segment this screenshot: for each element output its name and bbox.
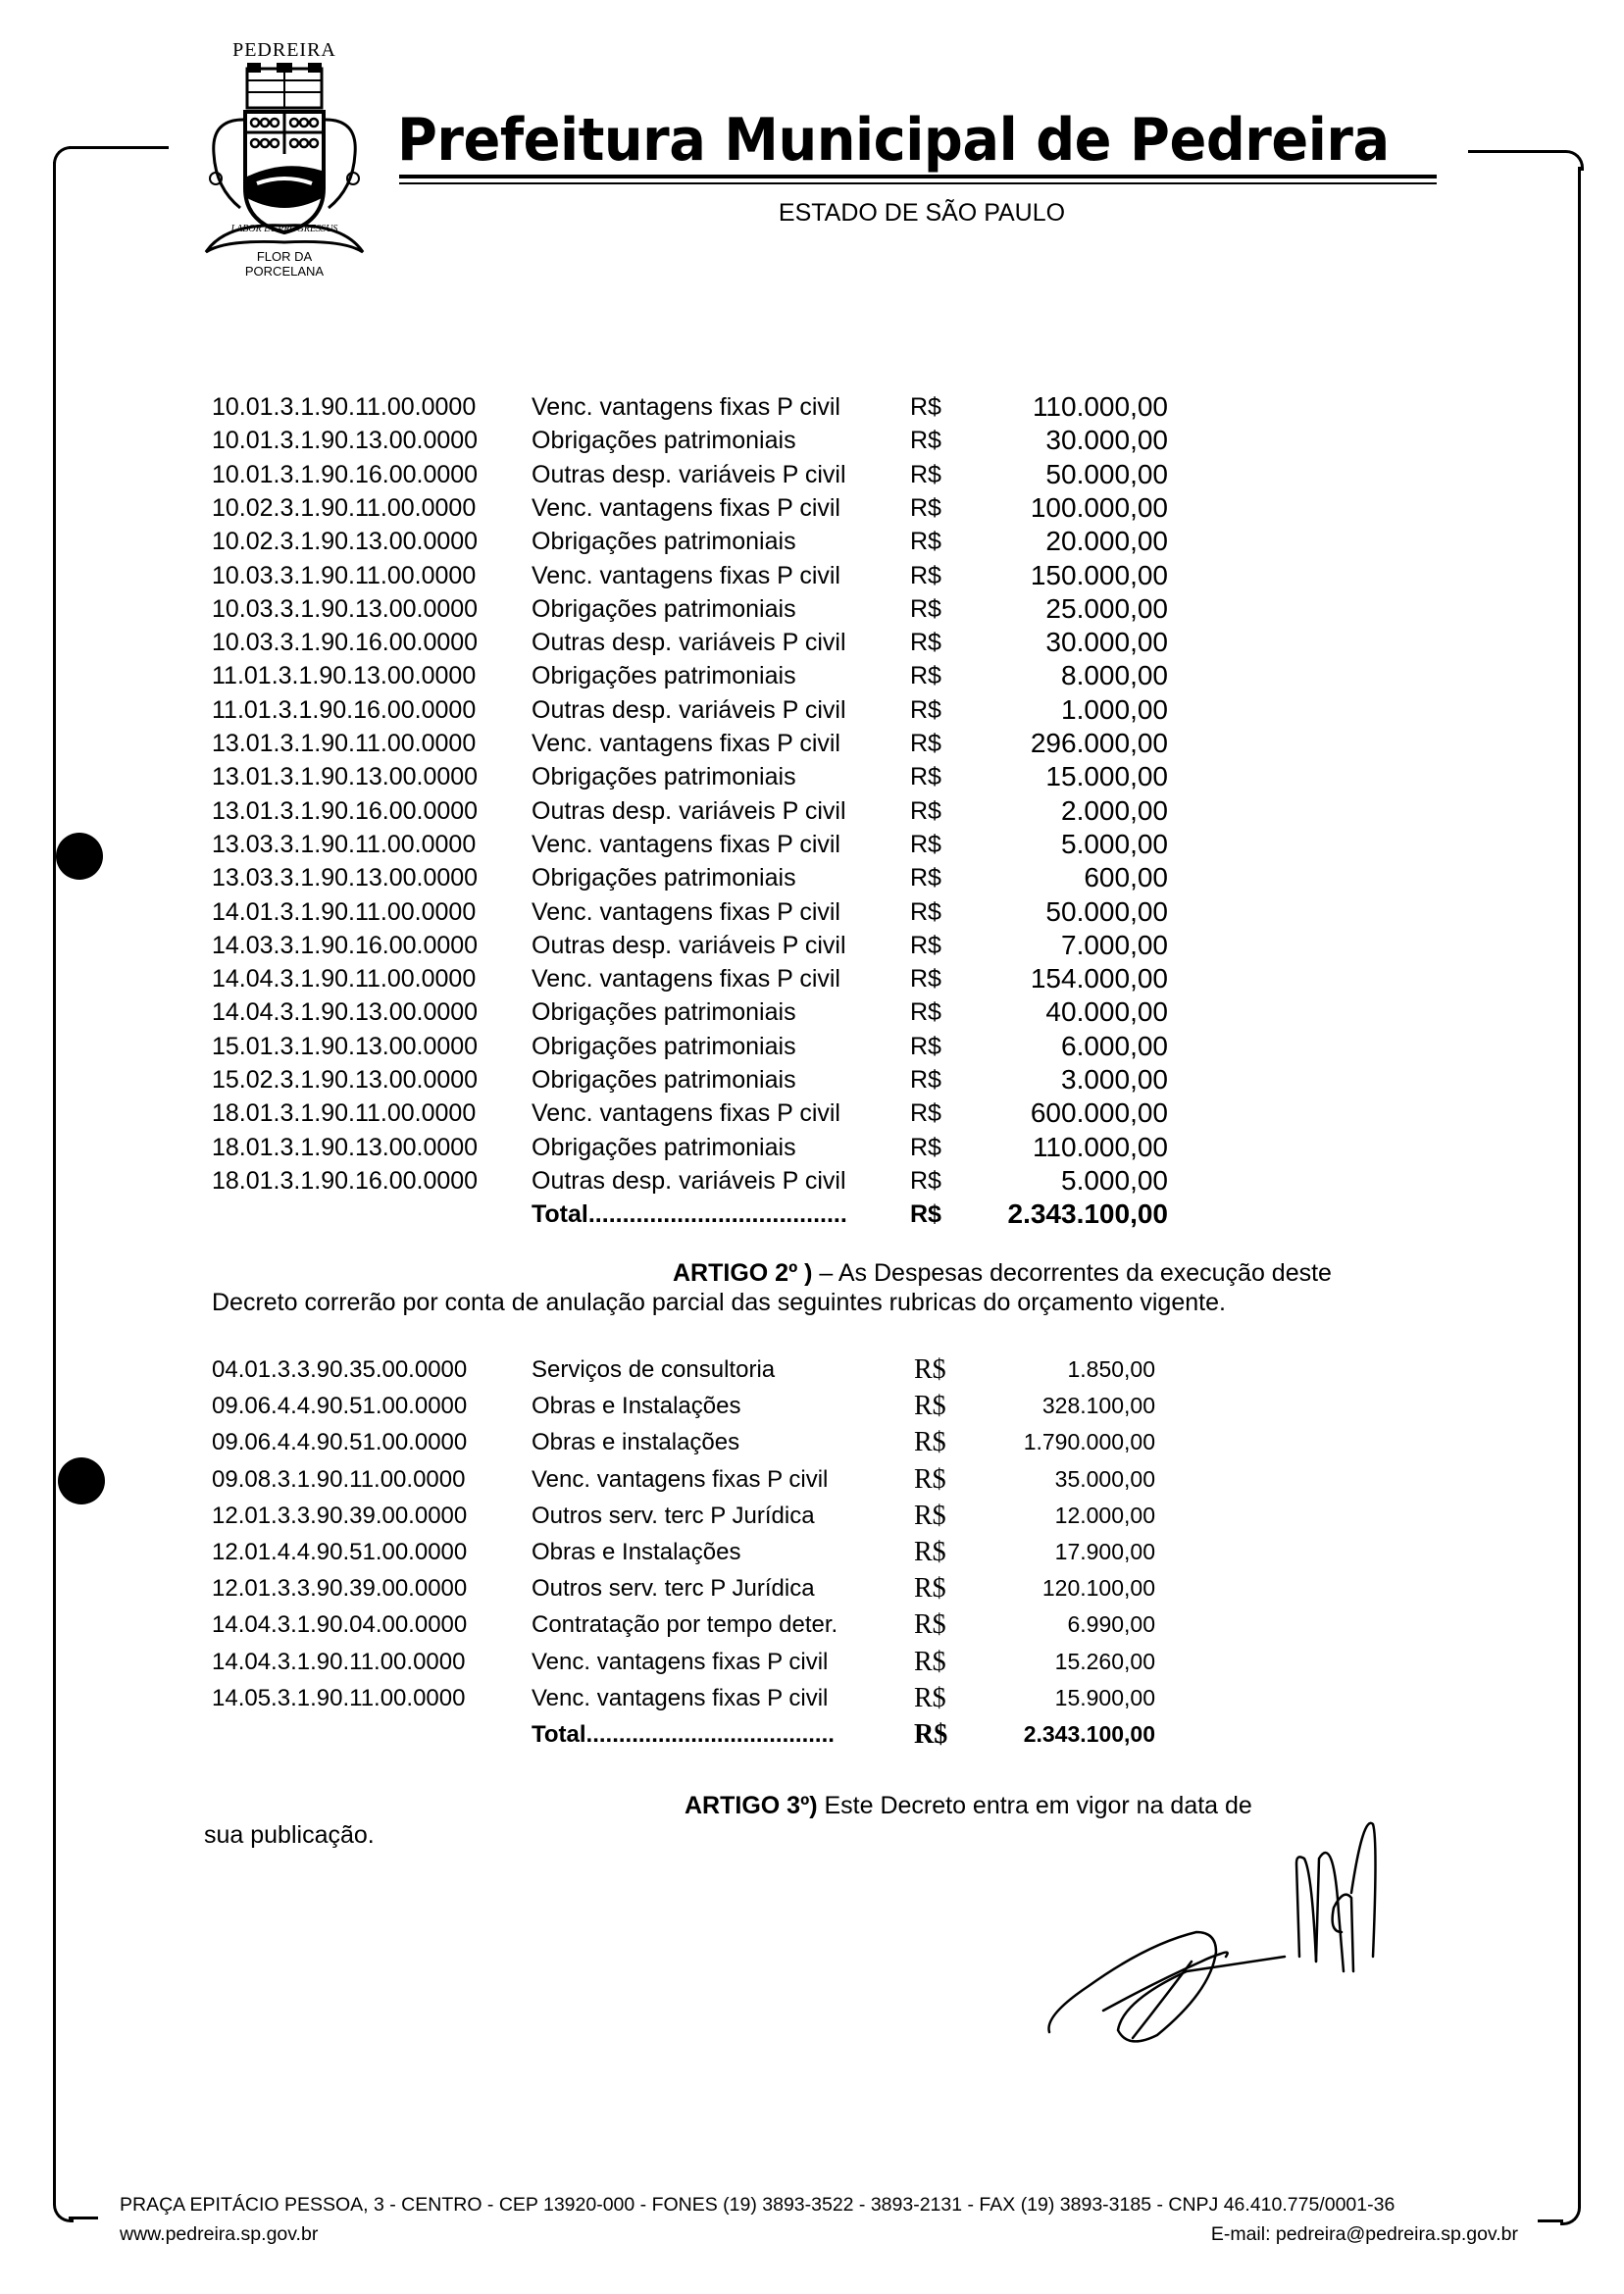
currency-symbol: R$ (914, 1354, 946, 1385)
budget-value: 25.000,00 (1045, 592, 1168, 624)
budget-description: Serviços de consultoria (532, 1356, 776, 1383)
budget-description: Venc. vantagens fixas P civil (532, 730, 840, 757)
budget-value: 150.000,00 (1030, 559, 1168, 590)
table-row (0, 491, 1624, 525)
budget-code: 13.01.3.1.90.11.00.0000 (212, 730, 477, 757)
coat-of-arms-motto: LABOR ET PROGRESSUS (230, 224, 338, 234)
budget-code: 09.08.3.1.90.11.00.0000 (212, 1465, 466, 1493)
budget-code: 10.03.3.1.90.13.00.0000 (212, 594, 479, 623)
budget-description: Obrigações patrimoniais (532, 864, 796, 892)
budget-value: 1.000,00 (1061, 693, 1168, 725)
coat-of-arms (186, 39, 382, 284)
budget-code: 14.04.3.1.90.04.00.0000 (212, 1611, 468, 1639)
table-total-row (0, 1716, 1624, 1753)
artigo2-text-1: – As Despesas decorrentes da execução deste (812, 1259, 1332, 1287)
budget-code: 13.03.3.1.90.13.00.0000 (212, 864, 479, 892)
table-row (0, 1644, 1624, 1680)
table-row (0, 1606, 1624, 1643)
currency-symbol: R$ (910, 594, 941, 623)
budget-code: 10.03.3.1.90.11.00.0000 (212, 561, 477, 589)
budget-description: Venc. vantagens fixas P civil (532, 1465, 829, 1493)
budget-description: Outros serv. terc P Jurídica (532, 1575, 815, 1603)
budget-code: 12.01.3.3.90.39.00.0000 (212, 1575, 468, 1603)
budget-value: 15.900,00 (1054, 1684, 1155, 1710)
budget-value: 328.100,00 (1041, 1393, 1155, 1419)
currency-symbol: R$ (914, 1500, 946, 1531)
budget-value: 12.000,00 (1054, 1502, 1155, 1528)
currency-symbol: R$ (914, 1609, 946, 1641)
budget-value: 154.000,00 (1030, 963, 1168, 994)
budget-code: 10.02.3.1.90.13.00.0000 (212, 528, 479, 556)
page-subtitle: ESTADO DE SÃO PAULO (778, 199, 1066, 227)
budget-value: 120.100,00 (1041, 1575, 1155, 1602)
budget-code: 10.01.3.1.90.16.00.0000 (212, 460, 479, 488)
table-row (0, 995, 1624, 1029)
budget-value: 110.000,00 (1032, 391, 1168, 422)
currency-symbol: R$ (910, 864, 941, 892)
currency-symbol: R$ (914, 1719, 948, 1750)
currency-symbol: R$ (910, 897, 941, 926)
currency-symbol: R$ (910, 695, 941, 724)
page-title: Prefeitura Municipal de Pedreira (397, 106, 1390, 175)
budget-code: 14.01.3.1.90.11.00.0000 (212, 897, 477, 926)
budget-value: 6.990,00 (1067, 1611, 1155, 1638)
budget-description: Outras desp. variáveis P civil (532, 460, 846, 488)
table-row (0, 1570, 1624, 1606)
title-rule-thick (399, 175, 1437, 178)
artigo3-line2: sua publicação. (204, 1821, 375, 1849)
budget-value: 6.000,00 (1061, 1030, 1168, 1061)
budget-description: Outros serv. terc P Jurídica (532, 1502, 815, 1529)
currency-symbol: R$ (910, 561, 941, 589)
currency-symbol: R$ (910, 763, 941, 791)
table-row (0, 1680, 1624, 1716)
budget-value: 100.000,00 (1030, 491, 1168, 523)
budget-value: 5.000,00 (1061, 828, 1168, 859)
currency-symbol: R$ (910, 1099, 941, 1128)
coat-of-arms-caption-1: FLOR DA (256, 249, 313, 264)
currency-symbol: R$ (914, 1682, 946, 1713)
currency-symbol: R$ (910, 1166, 941, 1195)
currency-symbol: R$ (910, 662, 941, 690)
budget-description: Obrigações patrimoniais (532, 427, 796, 455)
budget-description: Venc. vantagens fixas P civil (532, 1099, 840, 1128)
budget-code: 11.01.3.1.90.16.00.0000 (212, 695, 477, 724)
footer-email-link[interactable]: E-mail: pedreira@pedreira.sp.gov.br (1210, 2223, 1518, 2245)
budget-value: 3.000,00 (1061, 1064, 1168, 1095)
table-row (0, 1131, 1624, 1164)
budget-code: 14.03.3.1.90.16.00.0000 (212, 931, 479, 959)
currency-symbol: R$ (914, 1537, 946, 1567)
currency-symbol: R$ (914, 1427, 946, 1458)
total-value: 2.343.100,00 (1023, 1721, 1155, 1747)
table-total-row (0, 1198, 1624, 1231)
artigo2-label: ARTIGO 2º ) (673, 1259, 813, 1287)
currency-symbol: R$ (914, 1463, 946, 1495)
budget-code: 18.01.3.1.90.16.00.0000 (212, 1166, 479, 1195)
table-row (0, 929, 1624, 962)
budget-value: 2.000,00 (1061, 794, 1168, 826)
currency-symbol: R$ (910, 1133, 941, 1161)
budget-code: 10.01.3.1.90.11.00.0000 (212, 393, 477, 421)
budget-code: 10.03.3.1.90.16.00.0000 (212, 629, 479, 657)
budget-value: 30.000,00 (1045, 425, 1168, 456)
budget-description: Obrigações patrimoniais (532, 662, 796, 690)
currency-symbol: R$ (910, 629, 941, 657)
budget-code: 13.01.3.1.90.13.00.0000 (212, 763, 479, 791)
frame-corner-bottom-right (1560, 2205, 1581, 2225)
table-row (0, 559, 1624, 592)
budget-value: 1.850,00 (1067, 1356, 1155, 1382)
budget-value: 50.000,00 (1045, 458, 1168, 489)
budget-description: Obrigações patrimoniais (532, 594, 796, 623)
budget-description: Obras e Instalações (532, 1539, 741, 1565)
budget-code: 10.01.3.1.90.13.00.0000 (212, 427, 479, 455)
budget-value: 50.000,00 (1045, 895, 1168, 927)
artigo3-text-1: Este Decreto entra em vigor na data de (817, 1792, 1252, 1819)
table-row (0, 962, 1624, 995)
budget-description: Venc. vantagens fixas P civil (532, 965, 840, 994)
budget-code: 13.03.3.1.90.11.00.0000 (212, 830, 477, 858)
frame-bottom-left-line (69, 2217, 98, 2219)
frame-top-left-line (69, 146, 169, 149)
title-rule-thin (399, 182, 1437, 184)
coat-of-arms-caption-2: PORCELANA (244, 264, 325, 279)
budget-description: Obrigações patrimoniais (532, 1133, 796, 1161)
table-row (0, 1424, 1624, 1460)
budget-code: 18.01.3.1.90.11.00.0000 (212, 1099, 477, 1128)
budget-code: 15.01.3.1.90.13.00.0000 (212, 1032, 479, 1060)
table-row (0, 1498, 1624, 1534)
table-row (0, 1164, 1624, 1198)
frame-bottom-right-line (1538, 2219, 1563, 2222)
currency-symbol: R$ (910, 796, 941, 825)
budget-description: Venc. vantagens fixas P civil (532, 1648, 829, 1675)
table-row (0, 861, 1624, 894)
table-row (0, 760, 1624, 793)
table-row (0, 727, 1624, 760)
currency-symbol: R$ (914, 1646, 946, 1677)
budget-code: 10.02.3.1.90.11.00.0000 (212, 493, 477, 522)
table-row (0, 794, 1624, 828)
table-row (0, 1534, 1624, 1570)
currency-symbol: R$ (910, 965, 941, 994)
footer-website-link[interactable]: www.pedreira.sp.gov.br (120, 2223, 319, 2245)
budget-value: 600.000,00 (1030, 1097, 1168, 1129)
table-row (0, 659, 1624, 692)
currency-symbol: R$ (910, 427, 941, 455)
budget-description: Venc. vantagens fixas P civil (532, 561, 840, 589)
budget-code: 14.04.3.1.90.13.00.0000 (212, 998, 479, 1027)
total-label: Total...................................... (532, 1721, 835, 1748)
table-row (0, 1461, 1624, 1498)
table-row (0, 626, 1624, 659)
budget-code: 15.02.3.1.90.13.00.0000 (212, 1066, 479, 1094)
table-row (0, 693, 1624, 727)
budget-code: 12.01.3.3.90.39.00.0000 (212, 1502, 468, 1529)
budget-code: 09.06.4.4.90.51.00.0000 (212, 1429, 468, 1456)
currency-symbol: R$ (910, 493, 941, 522)
frame-corner-top-left (53, 146, 74, 167)
table-row (0, 828, 1624, 861)
budget-value: 15.000,00 (1045, 761, 1168, 792)
budget-value: 8.000,00 (1061, 660, 1168, 691)
budget-value: 17.900,00 (1054, 1539, 1155, 1564)
budget-value: 296.000,00 (1030, 728, 1168, 758)
budget-description: Obrigações patrimoniais (532, 763, 796, 791)
currency-symbol: R$ (910, 931, 941, 959)
table-row (0, 592, 1624, 626)
currency-symbol: R$ (910, 1066, 941, 1094)
currency-symbol: R$ (910, 830, 941, 858)
budget-description: Outras desp. variáveis P civil (532, 695, 846, 724)
budget-value: 20.000,00 (1045, 526, 1168, 557)
currency-symbol: R$ (910, 528, 941, 556)
budget-description: Obrigações patrimoniais (532, 528, 796, 556)
table-row (0, 424, 1624, 457)
budget-code: 14.04.3.1.90.11.00.0000 (212, 965, 477, 994)
footer-address: PRAÇA EPITÁCIO PESSOA, 3 - CENTRO - CEP 13920-000 - FONES (19) 3893-3522 - 3893-2131 - FAX (19) 3893-3185 - CNPJ 46.410.775/0001-36 (120, 2194, 1396, 2216)
table-row (0, 1388, 1624, 1424)
budget-code: 11.01.3.1.90.13.00.0000 (212, 662, 477, 690)
total-value: 2.343.100,00 (1007, 1198, 1168, 1230)
budget-description: Outras desp. variáveis P civil (532, 796, 846, 825)
table-row (0, 458, 1624, 491)
budget-description: Outras desp. variáveis P civil (532, 931, 846, 959)
budget-code: 04.01.3.3.90.35.00.0000 (212, 1356, 468, 1383)
coat-of-arms-top-text: PEDREIRA (232, 39, 336, 61)
budget-description: Outras desp. variáveis P civil (532, 629, 846, 657)
currency-symbol: R$ (910, 1032, 941, 1060)
frame-top-right-line (1468, 150, 1563, 153)
currency-symbol: R$ (910, 393, 941, 421)
budget-description: Venc. vantagens fixas P civil (532, 493, 840, 522)
budget-description: Venc. vantagens fixas P civil (532, 1684, 829, 1711)
budget-description: Obrigações patrimoniais (532, 998, 796, 1027)
budget-value: 600,00 (1084, 862, 1168, 893)
currency-symbol: R$ (914, 1391, 946, 1422)
budget-value: 15.260,00 (1054, 1648, 1155, 1674)
budget-description: Contratação por tempo deter. (532, 1611, 838, 1639)
budget-code: 12.01.4.4.90.51.00.0000 (212, 1539, 468, 1565)
budget-code: 14.04.3.1.90.11.00.0000 (212, 1648, 466, 1675)
budget-description: Obrigações patrimoniais (532, 1032, 796, 1060)
budget-value: 7.000,00 (1061, 929, 1168, 960)
total-label: Total...................................... (532, 1200, 847, 1229)
table-row (0, 1063, 1624, 1096)
budget-description: Venc. vantagens fixas P civil (532, 897, 840, 926)
budget-value: 110.000,00 (1032, 1131, 1168, 1162)
table-row (0, 1030, 1624, 1063)
budget-value: 30.000,00 (1045, 627, 1168, 658)
budget-description: Venc. vantagens fixas P civil (532, 830, 840, 858)
artigo3-label: ARTIGO 3º) (685, 1792, 818, 1819)
budget-code: 18.01.3.1.90.13.00.0000 (212, 1133, 479, 1161)
signature-icon (1040, 1814, 1412, 2050)
table-row (0, 1351, 1624, 1388)
budget-description: Obras e Instalações (532, 1393, 741, 1420)
currency-symbol: R$ (910, 460, 941, 488)
budget-description: Obras e instalações (532, 1429, 740, 1456)
budget-code: 09.06.4.4.90.51.00.0000 (212, 1393, 468, 1420)
currency-symbol: R$ (910, 730, 941, 757)
currency-symbol: R$ (910, 998, 941, 1027)
artigo2-line2: Decreto correrão por conta de anulação parcial das seguintes rubricas do orçamento vigente. (212, 1289, 1226, 1316)
budget-description: Venc. vantagens fixas P civil (532, 393, 840, 421)
table-row (0, 525, 1624, 558)
budget-code: 13.01.3.1.90.16.00.0000 (212, 796, 479, 825)
budget-value: 5.000,00 (1061, 1164, 1168, 1196)
budget-value: 1.790.000,00 (1023, 1429, 1155, 1455)
table-row (0, 390, 1624, 424)
budget-description: Obrigações patrimoniais (532, 1066, 796, 1094)
artigo2-line1 (673, 1258, 1332, 1288)
currency-symbol: R$ (914, 1573, 946, 1605)
budget-description: Outras desp. variáveis P civil (532, 1166, 846, 1195)
budget-value: 35.000,00 (1054, 1465, 1155, 1492)
table-row (0, 1096, 1624, 1130)
table-row (0, 895, 1624, 929)
budget-code: 14.05.3.1.90.11.00.0000 (212, 1684, 466, 1711)
currency-symbol: R$ (910, 1200, 941, 1229)
budget-value: 40.000,00 (1045, 996, 1168, 1028)
